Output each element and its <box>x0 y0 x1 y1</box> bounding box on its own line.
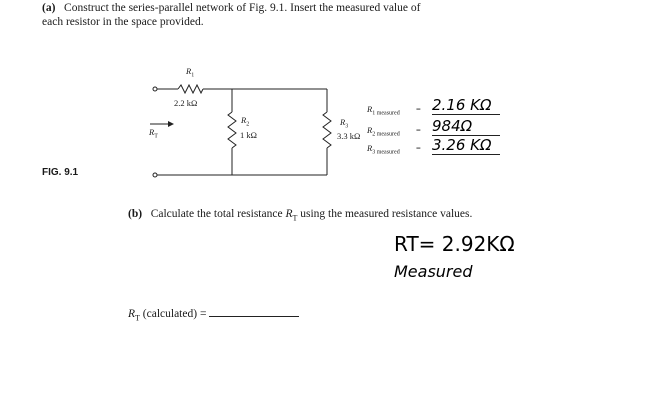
r2-measured-label: $R_{2 measured}$ <box>367 125 400 138</box>
part-a-line2: each resistor in the space provided. <box>42 16 204 28</box>
r3-resistor <box>323 112 331 148</box>
figure-label: FIG. 9.1 <box>42 167 79 178</box>
r1-measured-eq: = <box>416 104 421 114</box>
rt-calculated-blank[interactable] <box>209 306 299 317</box>
part-a-label: (a) <box>42 2 56 14</box>
rt-calculated-line: $R_T$ (calculated) = <box>128 306 299 322</box>
r2-label: $R_2$ <box>241 115 250 128</box>
r2-resistor <box>228 112 236 148</box>
r1-measured-value: 2.16 KΩ <box>432 96 500 115</box>
r2-measured-eq: = <box>416 125 421 135</box>
rt-calculated-label: R <box>128 308 136 320</box>
r3-measured-value: 3.26 KΩ <box>432 136 500 155</box>
part-a-line1: Construct the series-parallel network of Fig. 9.1. Insert the measured value of <box>64 2 421 14</box>
top-terminal <box>153 87 157 91</box>
r1-label: $R_1$ <box>186 66 195 79</box>
r3-measured-eq: = <box>416 143 421 153</box>
rt-label: $R_T$ <box>149 127 158 140</box>
r1-measured-label: $R_{1 measured}$ <box>367 104 400 117</box>
bottom-terminal <box>153 173 157 177</box>
r2-measured-value: 984Ω <box>432 117 500 136</box>
r1-value: 2.2 kΩ <box>174 98 198 108</box>
r3-measured-label: $R_{3 measured}$ <box>367 143 400 156</box>
handwritten-note: Measured <box>394 262 473 281</box>
part-b-question: (b) Calculate the total resistance $R_T$ using the measured resistance values. <box>128 208 473 223</box>
handwritten-rt: RT= 2.92KΩ <box>394 232 515 256</box>
r3-value: 3.3 kΩ <box>337 131 361 141</box>
r3-label: $R_3$ <box>340 117 349 130</box>
part-b-label: (b) <box>128 208 143 220</box>
r2-value: 1 kΩ <box>240 130 257 140</box>
r1-resistor <box>178 85 203 93</box>
